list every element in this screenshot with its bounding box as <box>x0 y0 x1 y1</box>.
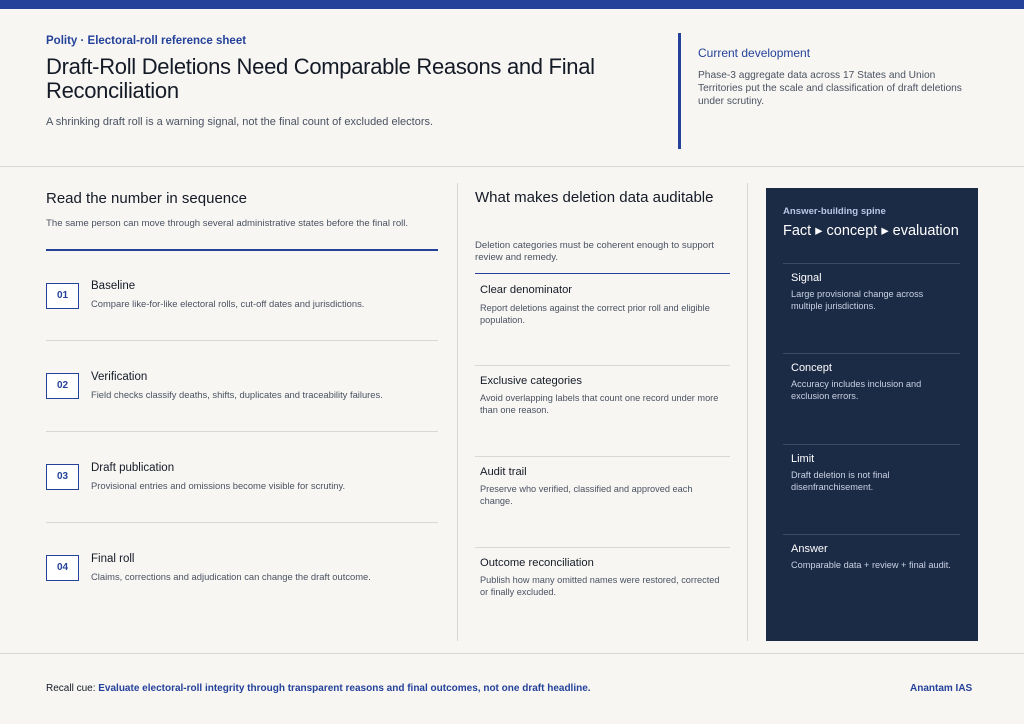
step-number-badge: 02 <box>46 373 79 399</box>
spine-item-text: Large provisional change across multiple jurisdictions. <box>791 289 924 311</box>
step-number-badge: 04 <box>46 555 79 581</box>
audit-criterion <box>475 365 730 456</box>
auditable-subtitle: Deletion categories must be coherent enough to support review and remedy. <box>475 240 714 263</box>
column-divider-right <box>747 183 748 641</box>
criterion-title: Outcome reconciliation <box>480 557 594 569</box>
current-development-title: Current development <box>698 46 811 60</box>
spine-item <box>783 263 960 354</box>
recall-cue-label: Recall cue: <box>46 683 99 694</box>
step-title: Draft publication <box>91 462 175 474</box>
step-description: Compare like-for-like electoral rolls, cut-off dates and jurisdictions. <box>91 298 365 309</box>
criterion-description: Publish how many omitted names were restored, corrected or finally excluded. <box>480 575 720 597</box>
spine-item-name: Signal <box>791 272 822 284</box>
criterion-title: Clear denominator <box>480 284 573 296</box>
sequence-step <box>46 522 438 614</box>
criterion-description: Report deletions against the correct prior roll and eligible population. <box>480 303 710 325</box>
step-number-badge: 03 <box>46 464 79 490</box>
sequence-step <box>46 340 438 432</box>
sequence-step <box>46 250 438 341</box>
step-title: Baseline <box>91 280 136 292</box>
sequence-title: Read the number in sequence <box>46 190 247 207</box>
page-subtitle: A shrinking draft roll is a warning signal, not the final count of excluded electors. <box>46 116 434 128</box>
step-number-badge: 01 <box>46 283 79 309</box>
current-development-rule <box>678 33 681 149</box>
footer-divider <box>0 653 1024 654</box>
column-divider-left <box>457 183 458 641</box>
sequence-step <box>46 431 438 523</box>
spine-item-name: Limit <box>791 453 815 465</box>
step-description: Field checks classify deaths, shifts, duplicates and traceability failures. <box>91 389 383 400</box>
recall-cue <box>46 683 591 694</box>
audit-criterion <box>475 547 730 638</box>
top-accent-bar <box>0 0 1024 9</box>
page-title: Draft-Roll Deletions Need Comparable Reasons and Final Reconciliation <box>46 54 595 103</box>
answer-spine-panel <box>766 188 978 641</box>
auditable-title: What makes deletion data auditable <box>475 189 714 206</box>
spine-item-text: Comparable data + review + final audit. <box>791 560 951 570</box>
spine-item-name: Concept <box>791 362 832 374</box>
spine-item-text: Draft deletion is not final disenfranchisement. <box>791 470 890 492</box>
step-description: Provisional entries and omissions become visible for scrutiny. <box>91 480 346 491</box>
current-development-body: Phase-3 aggregate data across 17 States and Union Territories put the scale and classification of draft deletions under scrutiny. <box>698 70 962 107</box>
audit-criterion <box>475 456 730 547</box>
criterion-description: Avoid overlapping labels that count one record under more than one reason. <box>480 393 719 415</box>
spine-kicker: Answer-building spine <box>783 206 886 217</box>
brand-name: Anantam IAS <box>910 683 973 694</box>
step-title: Final roll <box>91 553 135 565</box>
recall-cue-text: Evaluate electoral-roll integrity through transparent reasons and final outcomes, not one draft headline. <box>98 683 591 694</box>
audit-criterion <box>475 274 730 365</box>
sequence-subtitle: The same person can move through several administrative states before the final roll. <box>46 218 409 229</box>
criterion-title: Audit trail <box>480 466 527 478</box>
criterion-title: Exclusive categories <box>480 375 582 387</box>
spine-item-name: Answer <box>791 543 828 555</box>
step-description: Claims, corrections and adjudication can change the draft outcome. <box>91 571 371 582</box>
spine-item <box>783 444 960 535</box>
step-title: Verification <box>91 371 148 383</box>
spine-item <box>783 534 960 625</box>
spine-title: Fact ▸ concept ▸ evaluation <box>783 223 959 239</box>
header-divider <box>0 166 1024 167</box>
spine-item-text: Accuracy includes inclusion and exclusion errors. <box>791 379 922 401</box>
header-kicker: Polity · Electoral-roll reference sheet <box>46 35 247 47</box>
criterion-description: Preserve who verified, classified and approved each change. <box>480 484 693 506</box>
spine-item <box>783 353 960 444</box>
